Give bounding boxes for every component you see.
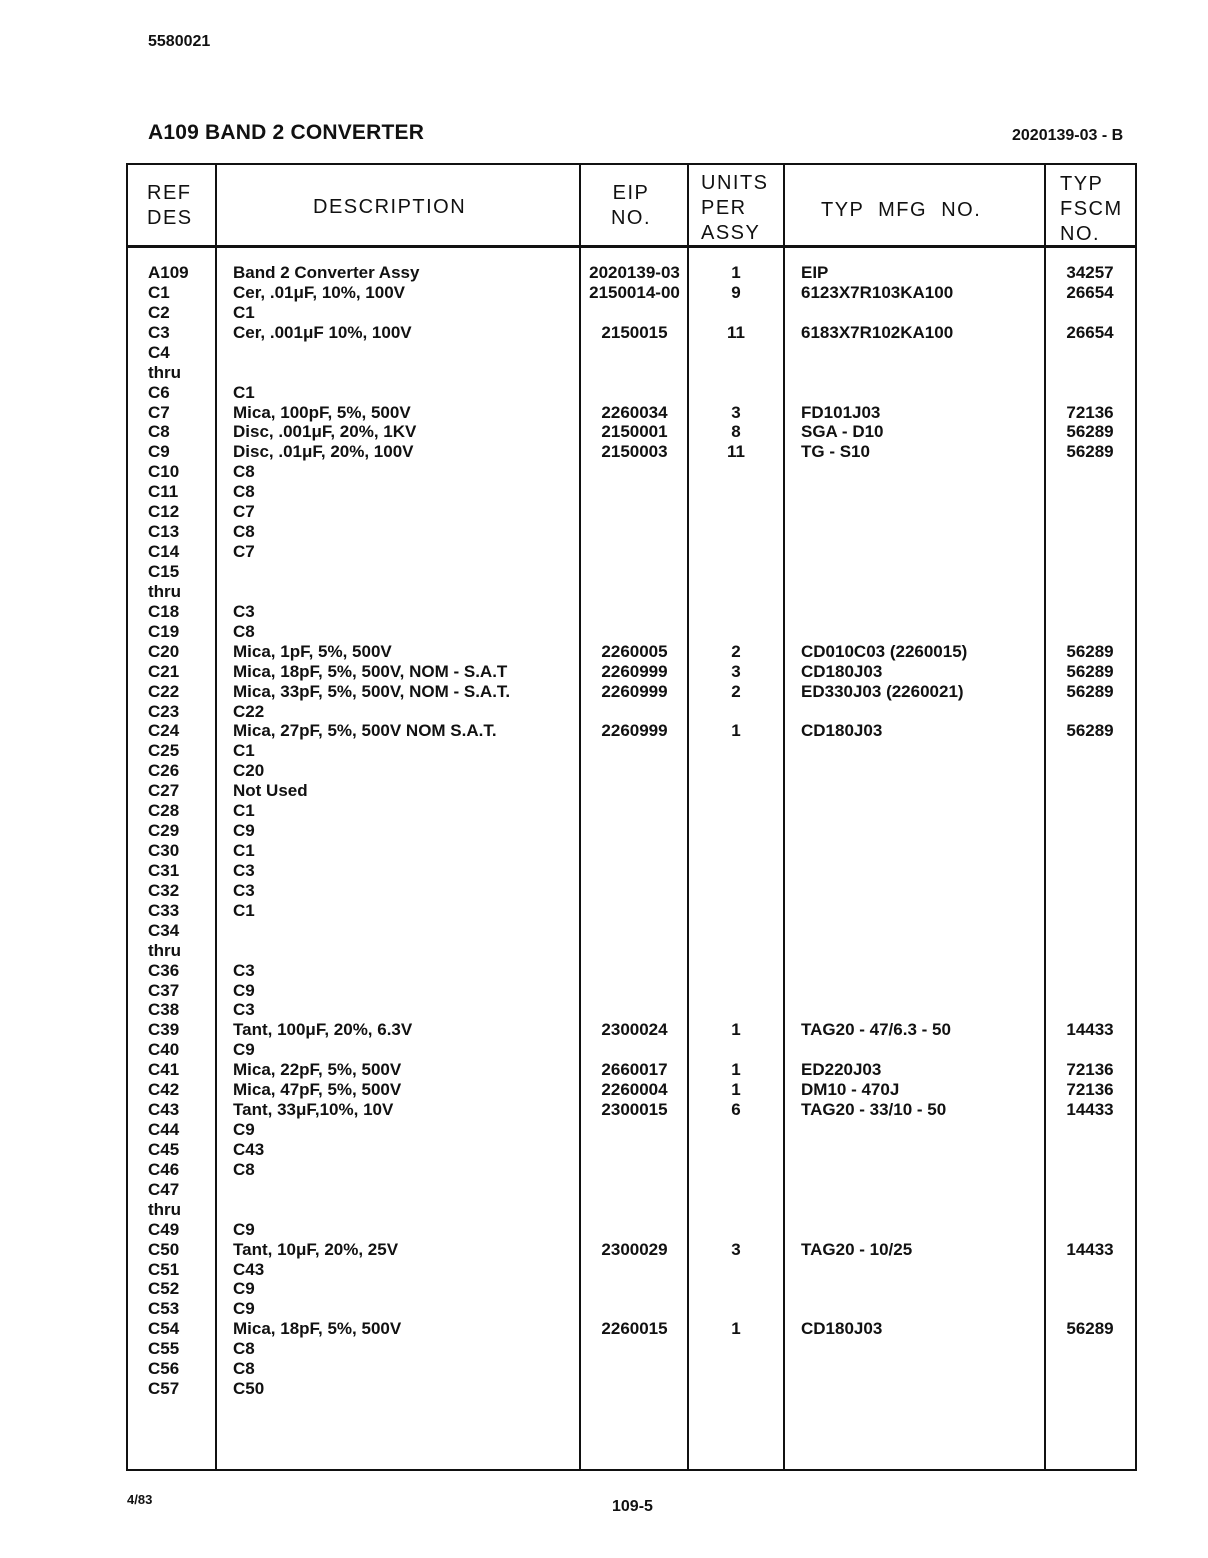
fscm-no-cell: 56289 [1066, 422, 1114, 442]
eip-no-cell: 2150003 [601, 442, 668, 462]
mfg-no-cell: EIP [801, 263, 829, 282]
units-per-assy-cell: 11 [727, 322, 745, 342]
description-cell: C7 [233, 502, 255, 522]
ref-des-cell: C33 [148, 900, 180, 920]
description-cell: Mica, 100pF, 5%, 500V [233, 402, 411, 422]
ref-des-cell: C27 [148, 781, 180, 801]
eip-no-cell: 2660017 [601, 1060, 668, 1080]
ref-des-cell: C9 [148, 442, 170, 462]
mfg-no-cell: ED330J03 (2260021) [801, 681, 964, 701]
description-cell: C9 [233, 821, 255, 840]
description-cell: C8 [233, 1339, 255, 1359]
ref-des-cell: C43 [148, 1100, 180, 1120]
header-ref-des: REF DES [147, 182, 193, 229]
ref-des-cell: C18 [148, 601, 180, 621]
mfg-no-cell: 6123X7R103KA100 [801, 282, 954, 302]
units-per-assy-cell: 3 [731, 1239, 741, 1259]
eip-no-cell: 2260034 [601, 402, 668, 422]
description-cell: Mica, 22pF, 5%, 500V [233, 1060, 402, 1080]
ref-des-cell: C38 [148, 1000, 180, 1020]
units-per-assy-cell: 3 [731, 402, 741, 422]
ref-des-cell: C45 [148, 1139, 180, 1159]
fscm-no-cell: 56289 [1066, 442, 1114, 462]
ref-des-cell: C6 [148, 382, 170, 402]
description-cell: Mica, 33pF, 5%, 500V, NOM - S.A.T. [233, 681, 511, 701]
description-cell: Cer, .001μF 10%, 100V [233, 322, 412, 342]
mfg-no-cell: CD180J03 [801, 1319, 883, 1339]
eip-no-cell: 2260005 [601, 641, 668, 661]
description-cell: C50 [233, 1379, 265, 1399]
header-description: DESCRIPTION [313, 196, 467, 218]
fscm-no-cell: 56289 [1066, 661, 1114, 681]
ref-des-cell: C28 [148, 801, 180, 821]
ref-des-cell: C14 [148, 542, 180, 561]
description-cell: C8 [233, 462, 255, 482]
fscm-no-cell: 56289 [1066, 1319, 1114, 1339]
description-cell: C43 [233, 1259, 265, 1279]
ref-des-cell: C31 [148, 860, 180, 880]
ref-des-cell: C51 [148, 1259, 180, 1279]
ref-des-cell: C54 [148, 1319, 180, 1339]
mfg-no-cell: FD101J03 [801, 402, 881, 422]
ref-des-cell: C21 [148, 661, 180, 681]
eip-no-cell: 2150001 [601, 422, 668, 442]
mfg-no-cell: 6183X7R102KA100 [801, 322, 954, 342]
units-per-assy-cell: 8 [731, 422, 741, 442]
description-cell: Mica, 18pF, 5%, 500V, NOM - S.A.T [233, 661, 508, 681]
eip-no-cell: 2300024 [601, 1020, 668, 1040]
ref-des-cell: C39 [148, 1020, 180, 1040]
description-cell: C9 [233, 1299, 255, 1319]
ref-des-cell: C40 [148, 1040, 180, 1060]
units-per-assy-cell: 1 [731, 1020, 741, 1040]
ref-des-cell: C53 [148, 1299, 180, 1319]
eip-no-cell: 2260999 [601, 721, 668, 741]
ref-des-cell: C34 [148, 920, 180, 940]
ref-des-cell: C29 [148, 821, 180, 840]
description-cell: Mica, 18pF, 5%, 500V [233, 1319, 402, 1339]
mfg-no-cell: SGA - D10 [801, 422, 884, 442]
description-cell: C8 [233, 522, 255, 542]
fscm-no-cell: 26654 [1066, 322, 1114, 342]
ref-des-cell: C32 [148, 880, 180, 900]
mfg-no-cell: CD180J03 [801, 661, 883, 681]
description-cell: Mica, 27pF, 5%, 500V NOM S.A.T. [233, 721, 497, 741]
mfg-no-cell: TG - S10 [801, 442, 870, 462]
fscm-no-cell: 14433 [1066, 1239, 1114, 1259]
ref-des-cell: C56 [148, 1359, 180, 1379]
header-eip-no: EIP NO. [610, 182, 652, 229]
mfg-no-cell: CD180J03 [801, 721, 883, 741]
description-cell: Mica, 1pF, 5%, 500V [233, 641, 392, 661]
page-title: A109 BAND 2 CONVERTER [148, 121, 425, 144]
document-number: 5580021 [148, 33, 211, 50]
ref-des-cell: C20 [148, 641, 180, 661]
ref-des-cell: C42 [148, 1080, 180, 1100]
description-cell: Mica, 47pF, 5%, 500V [233, 1080, 402, 1100]
eip-no-cell: 2020139-03 [589, 263, 680, 282]
description-cell: Band 2 Converter Assy [233, 263, 420, 282]
ref-des-cell: C2 [148, 302, 170, 322]
description-cell: C8 [233, 1359, 255, 1379]
ref-des-cell: C46 [148, 1159, 180, 1179]
ref-des-cell: C3 [148, 322, 170, 342]
description-cell: C9 [233, 1120, 255, 1139]
fscm-no-cell: 26654 [1066, 282, 1114, 302]
footer-date: 4/83 [127, 1492, 153, 1507]
eip-no-cell: 2300029 [601, 1239, 668, 1259]
units-per-assy-cell: 3 [731, 661, 741, 681]
header-typ-mfg-no: TYP MFG NO. [821, 199, 982, 221]
eip-no-cell: 2260015 [601, 1319, 668, 1339]
description-cell: Cer, .01μF, 10%, 100V [233, 282, 406, 302]
fscm-no-cell: 56289 [1066, 641, 1114, 661]
units-per-assy-cell: 1 [731, 263, 741, 282]
document-revision: 2020139-03 - B [1012, 127, 1124, 144]
ref-des-cell: C11 [148, 482, 179, 502]
fscm-no-cell: 72136 [1066, 402, 1114, 422]
ref-des-cell: C7 [148, 402, 170, 422]
description-cell: C3 [233, 860, 255, 880]
page-number: 109-5 [612, 1498, 653, 1515]
ref-des-cell: C22 [148, 681, 180, 701]
description-cell: Disc, .01μF, 20%, 100V [233, 442, 414, 462]
description-cell: C1 [233, 302, 255, 322]
fscm-no-cell: 56289 [1066, 721, 1114, 741]
fscm-no-cell: 34257 [1066, 263, 1114, 282]
description-cell: C1 [233, 801, 255, 821]
description-cell: C9 [233, 1279, 255, 1299]
fscm-no-cell: 14433 [1066, 1020, 1114, 1040]
mfg-no-cell: DM10 - 470J [801, 1080, 900, 1100]
header-divider [126, 245, 1137, 248]
ref-des-cell: C41 [148, 1060, 180, 1080]
description-cell: C43 [233, 1139, 265, 1159]
ref-des-cell: C23 [148, 701, 180, 721]
description-cell: C1 [233, 841, 255, 860]
units-per-assy-cell: 1 [731, 1080, 741, 1100]
description-cell: C9 [233, 1219, 255, 1239]
description-cell: C8 [233, 1159, 255, 1179]
ref-des-cell: C8 [148, 422, 170, 442]
description-cell: C8 [233, 621, 255, 641]
description-cell: Tant, 10μF, 20%, 25V [233, 1239, 399, 1259]
units-per-assy-cell: 2 [731, 681, 741, 701]
header-units-per-assy: UNITS PER ASSY [701, 172, 769, 244]
eip-no-cell: 2260004 [601, 1080, 668, 1100]
units-per-assy-cell: 1 [731, 1319, 741, 1339]
description-cell: C3 [233, 960, 255, 980]
header-typ-fscm-no: TYP FSCM NO. [1060, 173, 1123, 245]
description-cell: C8 [233, 482, 255, 502]
ref-des-cell: thru [148, 940, 182, 960]
column-divider [687, 163, 689, 1471]
units-per-assy-cell: 2 [731, 641, 741, 661]
mfg-no-cell: TAG20 - 33/10 - 50 [801, 1100, 947, 1120]
description-cell: C1 [233, 741, 255, 761]
eip-no-cell: 2150015 [601, 322, 668, 342]
mfg-no-cell: CD010C03 (2260015) [801, 641, 968, 661]
description-cell: C7 [233, 542, 255, 561]
ref-des-cell: thru [148, 1199, 182, 1219]
ref-des-cell: C30 [148, 841, 180, 860]
units-per-assy-cell: 6 [731, 1100, 741, 1120]
description-cell: C3 [233, 601, 255, 621]
parts-table-frame [126, 163, 1137, 1471]
mfg-no-cell: TAG20 - 47/6.3 - 50 [801, 1020, 951, 1040]
description-cell: C9 [233, 1040, 255, 1060]
description-cell: C22 [233, 701, 265, 721]
ref-des-cell: C50 [148, 1239, 180, 1259]
eip-no-cell: 2300015 [601, 1100, 668, 1120]
ref-des-cell: thru [148, 362, 182, 382]
units-per-assy-cell: 11 [727, 442, 745, 462]
fscm-no-cell: 56289 [1066, 681, 1114, 701]
fscm-no-cell: 14433 [1066, 1100, 1114, 1120]
fscm-no-cell: 72136 [1066, 1080, 1114, 1100]
units-per-assy-cell: 1 [731, 721, 741, 741]
description-cell: C20 [233, 761, 265, 781]
eip-no-cell: 2260999 [601, 681, 668, 701]
description-cell: Disc, .001μF, 20%, 1KV [233, 422, 417, 442]
column-divider [579, 163, 581, 1471]
mfg-no-cell: ED220J03 [801, 1060, 882, 1080]
description-cell: C9 [233, 980, 255, 1000]
description-cell: C1 [233, 900, 255, 920]
ref-des-cell: C47 [148, 1179, 180, 1199]
ref-des-cell: C24 [148, 721, 180, 741]
description-cell: C3 [233, 1000, 255, 1020]
ref-des-cell: C52 [148, 1279, 180, 1299]
ref-des-cell: C25 [148, 741, 180, 761]
ref-des-cell: C4 [148, 342, 170, 362]
column-divider [1044, 163, 1046, 1471]
description-cell: Tant, 100μF, 20%, 6.3V [233, 1020, 413, 1040]
ref-des-cell: C26 [148, 761, 180, 781]
description-cell: Not Used [233, 781, 308, 801]
ref-des-cell: C12 [148, 502, 180, 522]
description-cell: C3 [233, 880, 255, 900]
ref-des-cell: C49 [148, 1219, 180, 1239]
ref-des-cell: C37 [148, 980, 180, 1000]
eip-no-cell: 2260999 [601, 661, 668, 681]
units-per-assy-cell: 1 [731, 1060, 741, 1080]
ref-des-cell: C1 [148, 282, 170, 302]
ref-des-cell: C57 [148, 1379, 180, 1399]
ref-des-cell: C44 [148, 1120, 180, 1139]
description-cell: Tant, 33μF,10%, 10V [233, 1100, 394, 1120]
ref-des-cell: C13 [148, 522, 180, 542]
mfg-no-cell: TAG20 - 10/25 [801, 1239, 913, 1259]
ref-des-cell: C36 [148, 960, 180, 980]
ref-des-cell: C55 [148, 1339, 180, 1359]
column-divider [215, 163, 217, 1471]
ref-des-cell: C10 [148, 462, 180, 482]
units-per-assy-cell: 9 [731, 282, 741, 302]
ref-des-cell: C19 [148, 621, 180, 641]
description-cell: C1 [233, 382, 255, 402]
ref-des-cell: thru [148, 581, 182, 601]
fscm-no-cell: 72136 [1066, 1060, 1114, 1080]
ref-des-cell: C15 [148, 562, 180, 581]
ref-des-cell: A109 [148, 263, 189, 282]
column-divider [783, 163, 785, 1471]
eip-no-cell: 2150014-00 [589, 282, 680, 302]
